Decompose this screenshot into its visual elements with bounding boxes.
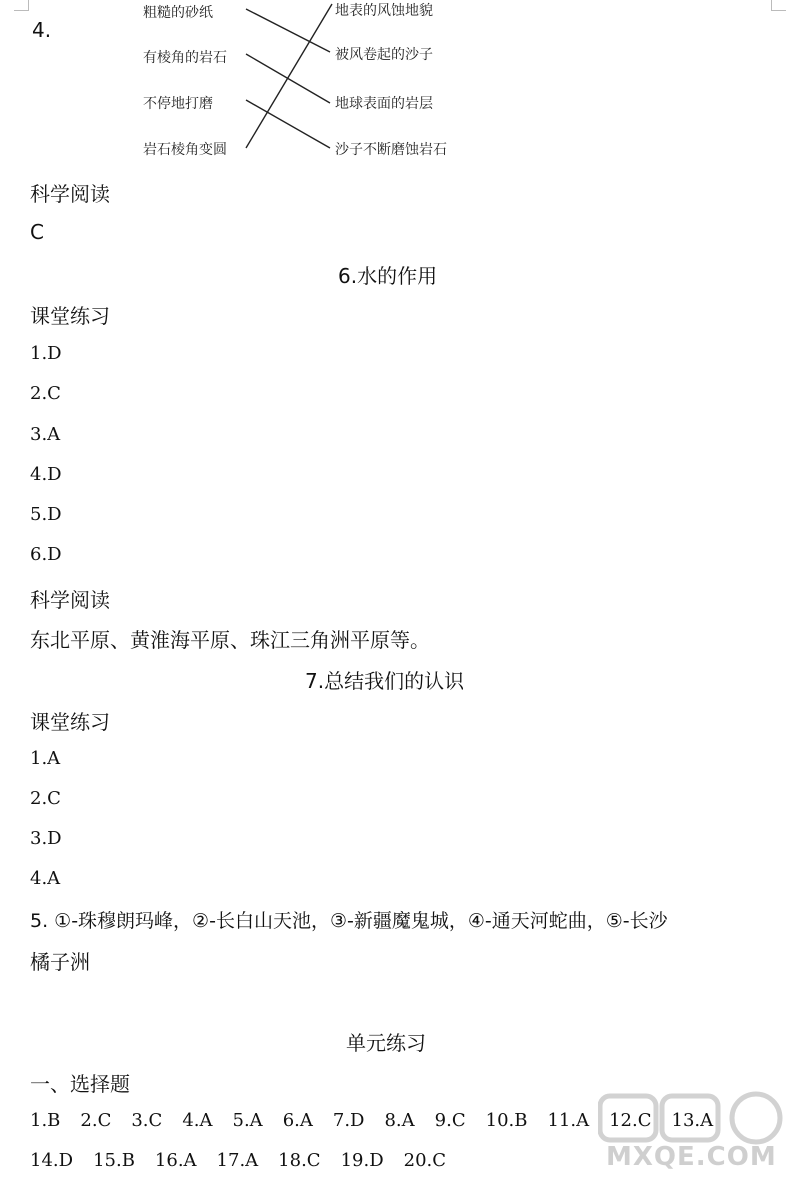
choice-answer: 16.A <box>154 1150 197 1171</box>
watermark-text: MXQE.COM <box>606 1142 777 1172</box>
answer-item: 4.A <box>30 868 61 889</box>
answer-item: 5.D <box>30 504 62 525</box>
answer-item: 1.A <box>30 748 61 769</box>
choice-answer: 14.D <box>30 1150 74 1171</box>
practice-label: 课堂练习 <box>30 304 110 328</box>
answer-item: 2.C <box>30 788 61 809</box>
choice-answer: 4.A <box>182 1110 213 1131</box>
answer-item: 6.D <box>30 544 62 565</box>
question-5-answer-cont: 橘子洲 <box>30 950 90 974</box>
choice-answer: 12.C <box>609 1110 652 1131</box>
choice-answer: 13.A <box>671 1110 714 1131</box>
match-left-item: 有棱角的岩石 <box>143 50 227 66</box>
unit-title: 单元练习 <box>346 1031 426 1055</box>
choice-answer: 18.C <box>278 1150 321 1171</box>
science-reading-answer: 东北平原、黄淮海平原、珠江三角洲平原等。 <box>30 628 430 652</box>
choice-answers-row-2 <box>30 1150 466 1171</box>
choice-answer: 10.B <box>485 1110 528 1131</box>
choice-answer: 9.C <box>434 1110 466 1131</box>
match-right-item: 地球表面的岩层 <box>335 96 433 112</box>
choice-answer: 1.B <box>30 1110 61 1131</box>
choice-answer: 20.C <box>403 1150 447 1171</box>
science-reading-label: 科学阅读 <box>30 588 110 612</box>
choice-answer: 7.D <box>332 1110 365 1131</box>
science-reading-label: 科学阅读 <box>30 182 110 206</box>
choice-answer: 3.C <box>131 1110 163 1131</box>
match-left-item: 岩石棱角变圆 <box>143 142 227 158</box>
section-title: 6.水的作用 <box>338 264 438 288</box>
match-line <box>246 4 332 148</box>
question-5-answer: 5. ①-珠穆朗玛峰，②-长白山天池，③-新疆魔鬼城，④-通天河蛇曲，⑤-长沙 <box>30 910 668 932</box>
choice-section-label: 一、选择题 <box>30 1072 130 1096</box>
match-left-item: 粗糙的砂纸 <box>143 5 213 21</box>
science-reading-answer: C <box>30 220 44 244</box>
answer-item: 4.D <box>30 464 62 485</box>
match-left-item: 不停地打磨 <box>143 96 213 112</box>
choice-answer: 19.D <box>340 1150 384 1171</box>
question-4-label: 4. <box>32 18 52 42</box>
choice-answer: 5.A <box>232 1110 263 1131</box>
answer-item: 3.A <box>30 424 61 445</box>
match-line <box>246 100 330 148</box>
answer-item: 1.D <box>30 343 62 364</box>
choice-answer: 6.A <box>282 1110 313 1131</box>
match-line <box>246 9 330 52</box>
answer-item: 2.C <box>30 383 61 404</box>
watermark-logo <box>588 1090 788 1180</box>
section-title: 7.总结我们的认识 <box>305 669 465 693</box>
choice-answer: 17.A <box>216 1150 259 1171</box>
choice-answer: 8.A <box>384 1110 415 1131</box>
match-right-item: 被风卷起的沙子 <box>335 47 433 63</box>
match-right-item: 地表的风蚀地貌 <box>335 3 433 19</box>
matching-lines <box>0 0 800 170</box>
choice-answer: 15.B <box>93 1150 135 1171</box>
watermark-emblem <box>598 1090 798 1146</box>
practice-label: 课堂练习 <box>30 710 110 734</box>
choice-answer: 2.C <box>80 1110 112 1131</box>
choice-answer: 11.A <box>547 1110 590 1131</box>
match-right-item: 沙子不断磨蚀岩石 <box>335 142 447 158</box>
answer-item: 3.D <box>30 828 62 849</box>
